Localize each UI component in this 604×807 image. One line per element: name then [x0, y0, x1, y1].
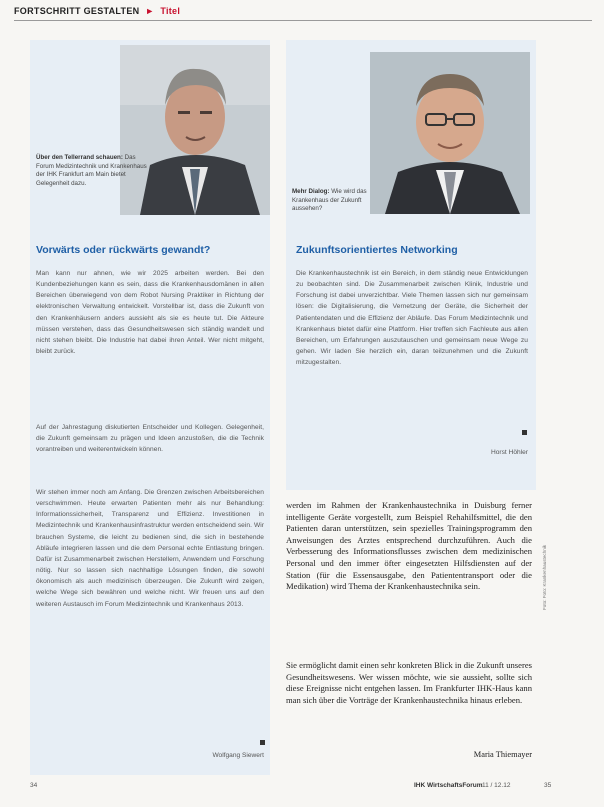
- box-left-paragraph: Wir stehen immer noch am Anfang. Die Grenzen zwischen Arbeitsbereichen verschwimmen. Heute erwarten Patienten mehr als nur Behandlung: Informationssicherheit, Transparenz und Effizienz. Investitionen in Medizintechnik und Krankenhausinfrastruktur werden entscheidend sein. Wir brauchen Systeme, die leicht zu bedienen sind, die sich in bestehende Abläufe integrieren lassen und die dem Personal echte Entlastung bringen. Dafür ist Zusammenarbeit zwischen Herstellern, Anwendern und Forschung nötig. Nur so lassen sich nachhaltige Lösungen finden, die sowohl ökonomisch als auch medizinisch überzeugen. Die Zukunft wird zeigen, welche Wege sich bewähren und welche nicht. Wir freuen uns auf den weiteren Austausch im Forum Medizintechnik und Krankenhaus 2013.: [36, 489, 264, 608]
- page-footer: [30, 782, 594, 796]
- portrait-photo-right: [370, 52, 530, 214]
- box-right-signature: Horst Höhler: [490, 449, 528, 456]
- caption-right-text: Wie wird das Krankenhaus der Zukunft aussehen?: [292, 188, 367, 213]
- article-signature: Maria Thiemayer: [473, 750, 532, 759]
- magazine-name: IHK WirtschaftsForum: [414, 782, 483, 789]
- caption-left-name: Über den Tellerrand schauen:: [36, 154, 123, 161]
- box-left-paragraph: Auf der Jahrestagung diskutierten Entscheider und Kollegen. Gelegenheit, die Zukunft gemeinsam zu prägen und Ideen anzustoßen, die die Technik vorantreiben und weiterentwickeln können.: [36, 424, 264, 454]
- portrait-photo-left: [120, 45, 270, 215]
- caption-right-name: Mehr Dialog:: [292, 188, 330, 195]
- page-number-left: 34: [30, 782, 38, 789]
- box-left-paragraph: Man kann nur ahnen, wie wir 2025 arbeiten werden. Bei den Kundenbeziehungen kann es sein, dass die Krankenhausdomänen in allen Bereichen überwiegend von dem Robot Nursing Praktiker in Richtung der elektronischen Verwaltung entwickelt. Vorstellbar ist, dass die Zukunft von den Krankenhäusern anders aussieht als sie es heute tut. Die Akteure müssen verstehen, dass das Gesundheitswesen sich ständig wandelt und nicht stehen bleibt. Die Industrie hat dabei ihren Anteil. Wer nicht mitgeht, bleibt zurück.: [36, 270, 264, 356]
- caption-left-text: Das Forum Medizintechnik und Krankenhaus der IHK Frankfurt am Main bietet Gelegenheit dazu.: [36, 154, 147, 187]
- box-right-paragraph: Die Krankenhaustechnik ist ein Bereich, in dem ständig neue Entwicklungen zu beobachten sind. Die Zusammenarbeit zwischen Klinik, Industrie und Forschung ist dabei unverzichtbar. Viele Themen lassen sich nur gemeinsam lösen: die Digitalisierung, die Vernetzung der Geräte, die Sicherheit der Patientendaten und die Effizienz der Abläufe. Das Forum Medizintechnik und Krankenhaus bietet dafür eine Plattform. Hier treffen sich Fachleute aus allen Bereichen, um Erfahrungen auszutauschen und gemeinsam neue Wege zu gehen. Wir laden Sie herzlich ein, daran teilzunehmen und die Zukunft mitzugestalten.: [296, 270, 528, 367]
- end-mark-icon: [260, 740, 265, 745]
- issue-number: 11 / 12.12: [482, 782, 511, 789]
- box-title-right: Zukunftsorientiertes Networking: [296, 244, 458, 256]
- article-paragraph: Sie ermöglicht damit einen sehr konkreten Blick in die Zukunft unseres Gesundheitswesens. Wer wissen möchte, wie sie aussieht, sollte sich diese Ereignisse nicht entgehen lassen. Im Frankfurter IHK-Haus kann man sich über die Vorträge der Krankenhaustechnika hinaus erleben.: [286, 660, 532, 705]
- header-rule: [14, 20, 592, 21]
- box-left-signature: Wolfgang Siewert: [212, 752, 264, 759]
- photo-caption-right: [292, 188, 372, 214]
- header-category: Titel: [160, 6, 181, 16]
- box-title-left: Vorwärts oder rückwärts gewandt?: [36, 244, 211, 256]
- photo-credit: Foto: Foto: Krankenhaustechnik: [542, 544, 547, 610]
- header-section: FORTSCHRITT GESTALTEN: [14, 6, 140, 16]
- portrait-right-image: [370, 52, 530, 214]
- article-paragraph: werden im Rahmen der Krankenhaustechnika in Duisburg ferner intelligente Geräte vorgestellt, zum Beispiel Rehahilfsmittel, die den Patienten daran unterstützen, sein spezielles Trainingsprogramm den Anweisungen des Arztes entsprechend durchzuführen. Auch die Verbesserung des Informationsflusses zwischen dem medizinischen Personal und den immer öfter eingesetzten Hilfsdiensten auf der Station (für die Essensausgabe, den Patiententransport oder die Medikation) wird Thema der Krankenhaustechnika sein.: [286, 500, 532, 592]
- photo-caption-left: [36, 154, 154, 188]
- page-number-right: 35: [544, 782, 552, 789]
- header-arrow-icon: ►: [145, 6, 155, 16]
- end-mark-icon: [522, 430, 527, 435]
- running-header: [14, 6, 600, 20]
- portrait-left-image: [120, 45, 270, 215]
